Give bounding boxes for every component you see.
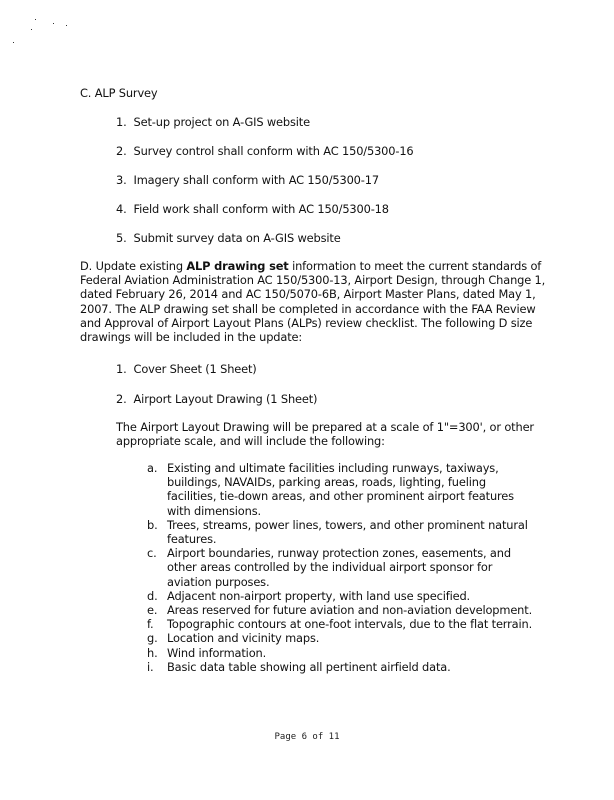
list-marker: 4.	[116, 202, 127, 216]
ald-feature-item	[147, 660, 537, 674]
list-marker: i.	[147, 659, 154, 674]
ald-intro-paragraph: The Airport Layout Drawing will be prepared at a scale of 1"=300', or other appropriate scale, and will include the following:	[116, 420, 534, 449]
list-marker: e.	[147, 603, 158, 618]
section-d-bold-term: ALP drawing set	[186, 259, 289, 273]
drawing-list-item	[116, 392, 317, 406]
list-item-text: Adjacent non-airport property, with land use specified.	[167, 588, 471, 603]
list-item-text: Areas reserved for future aviation and non-aviation development.	[167, 603, 533, 618]
list-marker: 5.	[116, 231, 127, 245]
survey-list-item	[116, 173, 379, 187]
list-item-text: Imagery shall conform with AC 150/5300-17	[133, 173, 379, 187]
list-item-text: Cover Sheet (1 Sheet)	[133, 362, 257, 376]
list-marker: 2.	[116, 392, 127, 406]
list-item-text: Submit survey data on A-GIS website	[133, 231, 341, 245]
section-c-heading: C. ALP Survey	[80, 86, 158, 100]
list-marker: 1.	[116, 115, 127, 129]
list-item-text: Set-up project on A-GIS website	[133, 115, 310, 129]
list-item-text: Topographic contours at one-foot intervals, due to the flat terrain.	[167, 617, 533, 632]
ald-feature-item	[147, 546, 537, 589]
list-item-text: Trees, streams, power lines, towers, and other prominent natural features.	[167, 517, 528, 547]
ald-feature-item	[147, 518, 537, 546]
ald-feature-item	[147, 603, 537, 617]
list-marker: 2.	[116, 144, 127, 158]
list-item-text: Airport boundaries, runway protection zones, easements, and other areas controlled by the individual airport sponsor for aviation purposes.	[167, 546, 511, 589]
list-item-text: Basic data table showing all pertinent airfield data.	[167, 659, 451, 674]
list-item-text: Wind information.	[167, 645, 267, 660]
list-marker: f.	[147, 617, 154, 632]
list-marker: d.	[147, 588, 158, 603]
list-item-text: Airport Layout Drawing (1 Sheet)	[133, 392, 318, 406]
survey-list-item	[116, 202, 389, 216]
list-marker: h.	[147, 645, 158, 660]
ald-feature-item	[147, 617, 537, 631]
survey-list-item	[116, 231, 341, 245]
list-marker: 3.	[116, 173, 127, 187]
drawing-list-item	[116, 362, 257, 376]
list-item-text: Field work shall conform with AC 150/5300-18	[133, 202, 389, 216]
list-item-text: Existing and ultimate facilities including runways, taxiways, buildings, NAVAIDs, parking areas, roads, lighting, fueling facilities, tie-down areas, and other prominent airport features with dimensions.	[167, 461, 514, 518]
list-marker: a.	[147, 461, 158, 475]
list-item-text: Location and vicinity maps.	[167, 631, 320, 646]
list-marker: 1.	[116, 362, 127, 376]
list-marker: b.	[147, 517, 158, 532]
section-d-body: information to meet the current standards of Federal Aviation Administration AC 150/5300-13, Airport Design, through Change 1, dated February 26, 2014 and AC 150/5070-6B, Airport Master Plans, dated May 1, 2007. The ALP drawing set shall be completed in accordance with the FAA Review and Approval of Airport Layout Plans (ALPs) review checklist. The following D size drawings will be included in the update:	[80, 259, 546, 345]
ald-feature-item	[147, 631, 537, 645]
list-item-text: Survey control shall conform with AC 150/5300-16	[133, 144, 414, 158]
survey-list-item	[116, 115, 310, 129]
ald-feature-item	[147, 589, 537, 603]
list-marker: g.	[147, 631, 158, 646]
ald-feature-item	[147, 461, 537, 518]
survey-list-item	[116, 144, 414, 158]
ald-feature-list	[147, 461, 537, 674]
page-number-footer: Page 6 of 11	[274, 732, 340, 742]
list-marker: c.	[147, 546, 157, 561]
ald-feature-item	[147, 646, 537, 660]
section-d-paragraph	[80, 259, 555, 344]
section-d-prefix: D. Update existing	[80, 259, 187, 273]
